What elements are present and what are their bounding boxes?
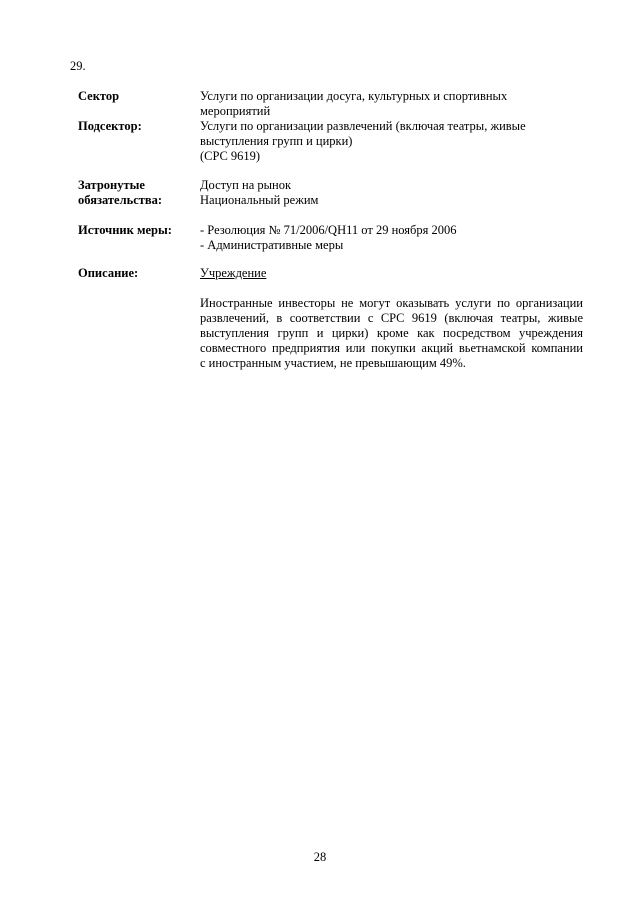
subsector-line: выступления групп и цирки) [200,134,353,148]
page-number: 28 [313,850,327,864]
item-number: 29. [70,59,86,73]
sector-line: мероприятий [200,104,271,118]
description-line: развлечений, в соответствии с CPC 9619 (включая театры, живые [200,311,583,325]
obligations-line: Доступ на рынок [200,178,292,192]
obligations-value [200,178,583,208]
sector-value [200,89,583,119]
subsector-line: (CPC 9619) [200,149,261,163]
sector-row [78,89,583,119]
description-heading-wrap [200,266,583,281]
obligations-row [78,178,583,208]
sector-line: Услуги по организации досуга, культурных и спортивных [200,89,508,103]
obligations-line: Национальный режим [200,193,319,207]
description-line: Иностранные инвесторы не могут оказывать услуги по организации [200,296,583,310]
description-label: Описание: [78,266,139,280]
sector-label: Сектор [78,89,120,103]
description-line: выступления групп и цирки) кроме как посредством учреждения [200,326,583,340]
description-heading: Учреждение [200,266,267,280]
subsector-label: Подсектор: [78,119,142,133]
subsector-line: Услуги по организации развлечений (включая театры, живые [200,119,526,133]
subsector-row [78,119,583,164]
obligations-label [78,178,200,208]
description-line: совместного предприятия или покупки акций вьетнамской компании [200,341,583,355]
description-row [78,266,583,281]
source-label: Источник меры: [78,223,172,237]
description-text [200,296,583,371]
obligations-label-line: Затронутые [78,178,145,192]
source-row [78,223,583,253]
source-line: - Резолюция № 71/2006/QH11 от 29 ноября 2006 [200,223,457,237]
source-value [200,223,583,253]
subsector-value [200,119,583,164]
obligations-label-line: обязательства: [78,193,163,207]
description-line: с иностранным участием, не превышающим 49%. [200,356,466,370]
source-line: - Административные меры [200,238,344,252]
